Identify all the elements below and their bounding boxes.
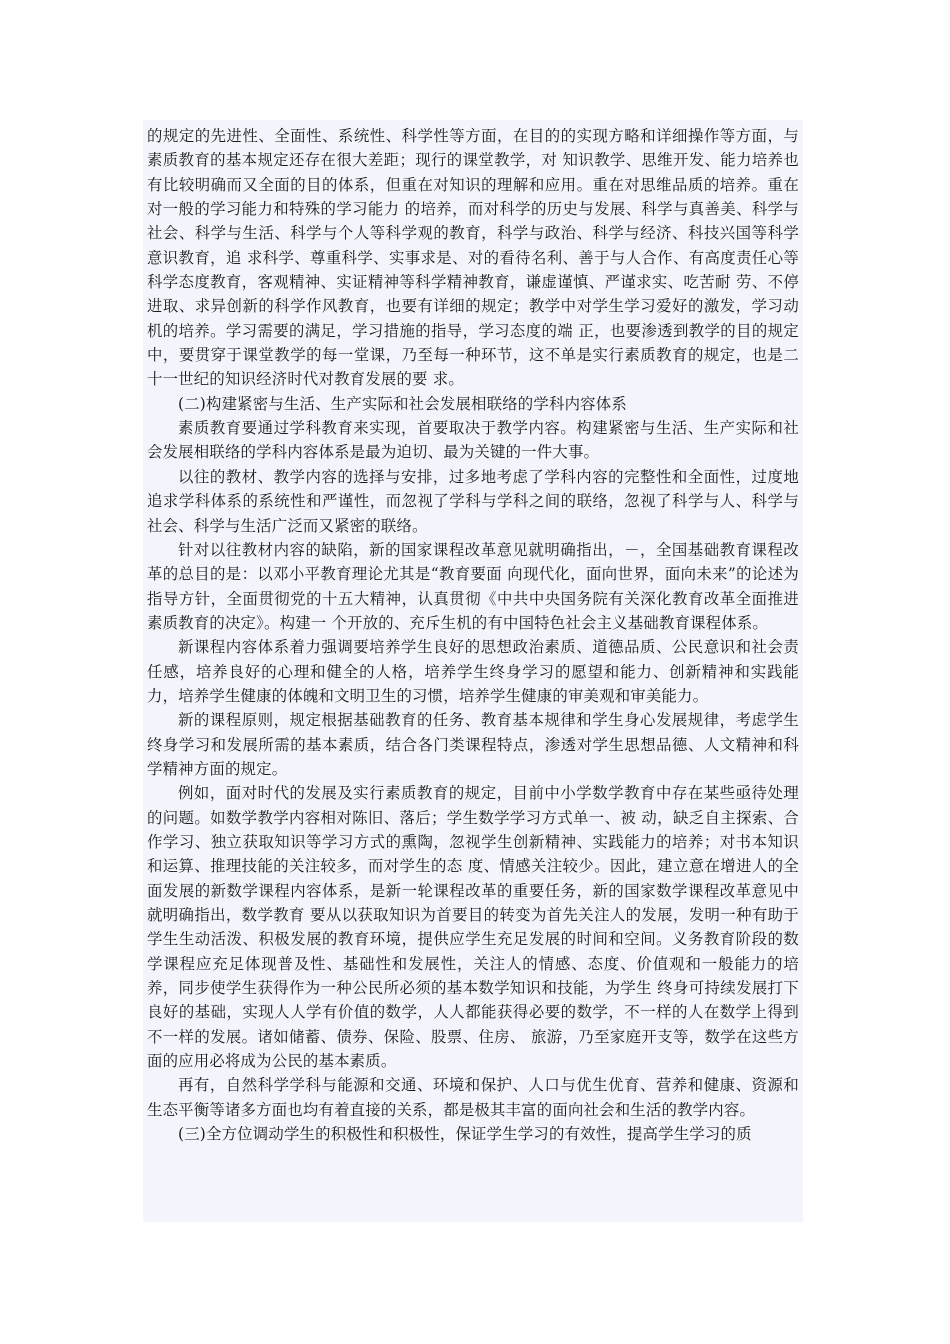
paragraph-1: 的规定的先进性、全面性、系统性、科学性等方面，在目的的实现方略和详细操作等方面，与素质教育的基本规定还存在很大差距；现行的课堂教学，对 知识教学、思维开发、能力培养也有比较明确而又全面的目的体系，但重在对知识的理解和应用。重在对思维品质的培养。重在对一般的学习能力和特殊的学习能力 的培养，而对科学的历史与发展、科学与真善美、科学与社会、科学与生活、科学与个人等科学观的教育，科学与政治、科学与经济、科技兴国等科学意识教育，追 求科学、尊重科学、实事求是、对的看待名利、善于与人合作、有高度责任心等科学态度教育，客观精神、实证精神等科学精神教育，谦虚谨慎、严谨求实、吃苦耐 劳、不停进取、求异创新的科学作风教育，也要有详细的规定；教学中对学生学习爱好的激发，学习动机的培养。学习需要的满足，学习措施的指导，学习态度的端 正，也要渗透到教学的目的规定中，要贯穿于课堂教学的每一堂课，乃至每一种环节，这不单是实行素质教育的规定，也是二十一世纪的知识经济时代对教育发展的要 求。 [147, 127, 799, 389]
paragraph-7: 新的课程原则，规定根据基础教育的任务、教育基本规律和学生身心发展规律，考虑学生终身学习和发展所需的基本素质，结合各门类课程特点，渗透对学生思想品德、人文精神和科学精神方面的规定。 [147, 711, 799, 778]
paragraph-5: 针对以往教材内容的缺陷，新的国家课程改革意见就明确指出，－，全国基础教育课程改革的总目的是：以邓小平教育理论尤其是“教育要面 向现代化，面向世界，面向未来”的论述为指导方针，全面贯彻党的十五大精神，认真贯彻《中共中央国务院有关深化教育改革全面推进素质教育的决定》。构建一 个开放的、充斥生机的有中国特色社会主义基础教育课程体系。 [147, 540, 799, 632]
paragraph-4: 以往的教材、教学内容的选择与安排，过多地考虑了学科内容的完整性和全面性，过度地追求学科体系的系统性和严谨性，而忽视了学科与学科之间的联络，忽视了科学与人、科学与社会、科学与生活广泛而又紧密的联络。 [147, 467, 799, 535]
paragraph-8: 例如，面对时代的发展及实行素质教育的规定，目前中小学数学教育中存在某些亟待处理的问题。如数学教学内容相对陈旧、落后；学生数学学习方式单一、被 动，缺乏自主探索、合作学习、独立获取知识等学习方式的熏陶，忽视学生创新精神、实践能力的培养；对书本知识和运算、推理技能的关注较多，而对学生的态 度、情感关注较少。因此，建立意在增进人的全面发展的新数学课程内容体系，是新一轮课程改革的重要任务，新的国家数学课程改革意见中就明确指出，数学教育 要从以获取知识为首要目的转变为首先关注人的发展，发明一种有助于学生生动活泼、积极发展的教育环境，提供应学生充足发展的时间和空间。义务教育阶段的数 学课程应充足体现普及性、基础性和发展性，关注人的情感、态度、价值观和一般能力的培养，同步使学生获得作为一种公民所必须的基本数学知识和技能，为学生 终身可持续发展打下良好的基础，实现人人学有价值的数学，人人都能获得必要的数学，不一样的人在数学上得到不一样的发展。诸如储蓄、债券、保险、股票、住房、 旅游，乃至家庭开支等，数学在这些方面的应用必将成为公民的基本素质。 [147, 784, 799, 1071]
paragraph-6: 新课程内容体系着力强调要培养学生良好的思想政治素质、道德品质、公民意识和社会责任感，培养良好的心理和健全的人格，培养学生终身学习的愿望和能力、创新精神和实践能力，培养学生健康的体魄和文明卫生的习惯，培养学生健康的审美观和审美能力。 [147, 638, 799, 705]
document-text-block [143, 120, 803, 1222]
paragraph-3: 素质教育要通过学科教育来实现，首要取决于教学内容。构建紧密与生活、生产实际和社会发展相联络的学科内容体系是最为迫切、最为关键的一件大事。 [147, 419, 799, 462]
section-heading-3: (三)全方位调动学生的积极性和积极性，保证学生学习的有效性，提高学生学习的质 [178, 1125, 752, 1144]
section-heading-2: (二)构建紧密与生活、生产实际和社会发展相联络的学科内容体系 [178, 394, 627, 413]
paragraph-9: 再有，自然科学学科与能源和交通、环境和保护、人口与优生优育、营养和健康、资源和生态平衡等诸多方面也均有着直接的关系，都是极其丰富的面向社会和生活的教学内容。 [147, 1076, 799, 1119]
